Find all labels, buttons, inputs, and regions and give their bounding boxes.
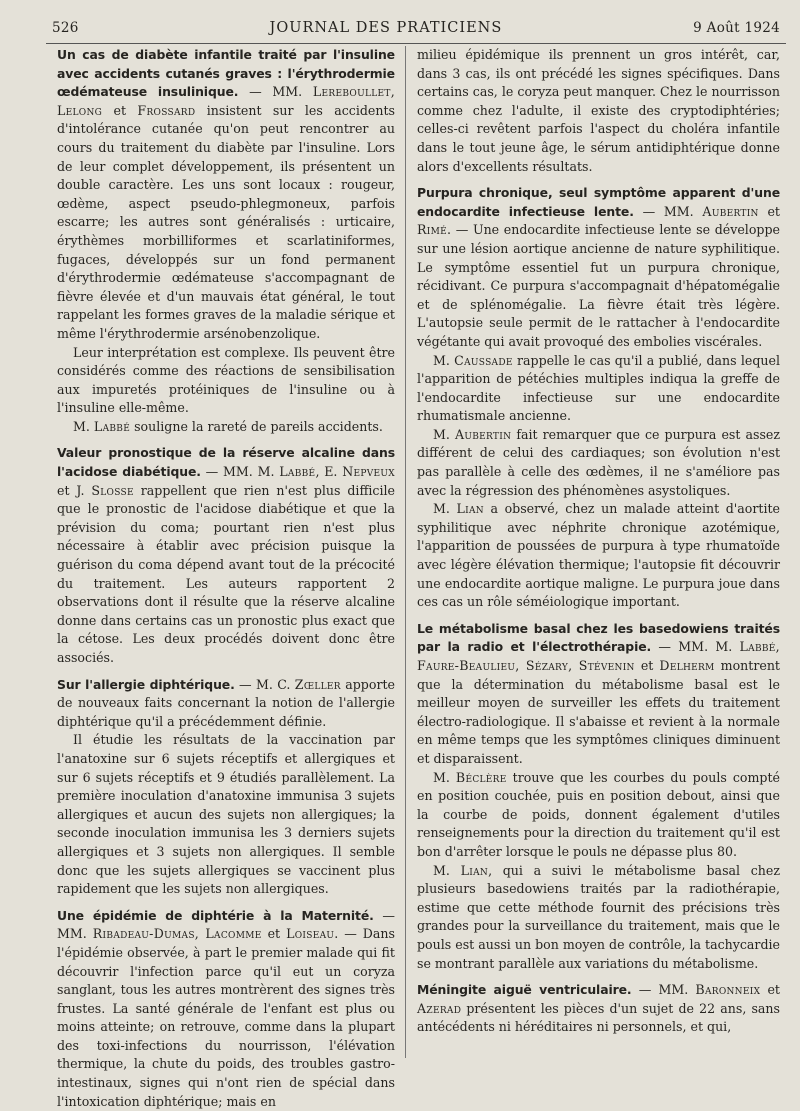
- author-names: Rimé: [417, 222, 448, 238]
- conjunction: et: [634, 658, 660, 673]
- author-names: Béclère: [455, 769, 507, 785]
- article-meningite: [417, 981, 780, 1037]
- paragraph-text: . — Dans l'épidémie observée, à part le premier malade qui fit découvrir l'infection parce qu'il eut un coryza sanglant, tous les autres montrèrent des signes très frustes. La santé générale de l'enfant est plus ou moins atteinte; on retrouve, comme dans la plupart des toxi-infections du nourrisson, l'élévation thermique, la chute du poids, des troubles gastro-intestinaux, signes qui n'ont rien de spécial dans l'intoxication diphtérique; mais en: [57, 926, 395, 1109]
- article-reserve-alcaline: [57, 444, 395, 667]
- author-names: Azerad: [417, 1000, 462, 1016]
- paragraph-text: insistent sur les accidents d'intolérance cutanée qu'on peut rencontrer au cours du traitement du diabète par l'insuline. Lors de leur complet développement, ils présentent un double caractère. Les uns sont locaux : rougeur, œdème, aspect pseudo-phlegmoneux, parfois escarre; les autres sont généralisés : urticaire, érythèmes morbilliformes et scarlatiniformes, fugaces, développés sur un fond permanent d'érythrodermie œdémateuse s'accompagnant de fièvre élevée et d'un mauvais état général, le tout rappelant les formes graves de la maladie sérique et même l'érythrodermie arsénobenzolique.: [57, 102, 395, 341]
- author-names: Zœller: [294, 676, 341, 692]
- title-prefix: M.: [433, 862, 461, 878]
- article-allergie-diphterique: [57, 676, 395, 899]
- title-prefix: M.: [433, 501, 457, 517]
- article-paragraph: [417, 426, 780, 500]
- journal-title: JOURNAL DES PRATICIENS: [269, 20, 503, 36]
- conjunction: et: [261, 926, 287, 942]
- article-title: Le métabolisme basal chez les basedowiens traités par la radio et l'électrothérapie.: [417, 620, 780, 655]
- author-names: Ribadeau-Dumas, Lacomme: [92, 926, 262, 942]
- article-title: Valeur pronostique de la réserve alcaline dans l'acidose diabétique.: [57, 445, 395, 480]
- dash-text: — MM.: [633, 203, 703, 219]
- author-names: Slosse: [91, 482, 134, 498]
- conjunction: et: [760, 982, 780, 998]
- title-prefix: M.: [433, 769, 456, 785]
- dash-text: — MM.: [57, 907, 395, 942]
- dash-text: — MM. M.: [200, 464, 280, 480]
- author-names: Labbé, Faure-Beaulieu, Sézary, Stévenin: [417, 639, 780, 673]
- article-purpura-chronique: [417, 184, 780, 612]
- author-names: Frossard: [137, 102, 196, 118]
- issue-date: 9 Août 1924: [693, 20, 780, 36]
- author-names: Lian: [456, 501, 484, 517]
- conjunction: et: [102, 102, 138, 118]
- header-rule: [46, 43, 786, 44]
- left-column: [57, 46, 395, 1109]
- article-paragraph: [417, 769, 780, 862]
- article-title: Purpura chronique, seul symptôme apparent d'une endocardite infectieuse lente.: [417, 185, 780, 219]
- page-header: [52, 20, 780, 44]
- conjunction: et J.: [57, 482, 92, 498]
- author-names: Aubertin: [454, 426, 512, 442]
- article-paragraph: milieu épidémique ils prennent un gros intérêt, car, dans 3 cas, ils ont précédé les signes spécifiques. Dans certains cas, le coryza peut manquer. Chez le nourrisson comme chez l'adulte, il existe des cryptodiphtéries; celles-ci revêtent parfois l'aspect du choléra infantile dans le tout jeune âge, le sérum antidiphtérique donne alors d'excellents résultats.: [417, 47, 780, 174]
- author-names: Caussade: [454, 352, 513, 368]
- author-names: Lian: [460, 862, 489, 878]
- article-paragraph: [417, 862, 780, 974]
- article-title: Méningite aiguë ventriculaire.: [417, 982, 632, 998]
- page-number: 526: [52, 20, 79, 36]
- paragraph-text: trouve que les courbes du pouls compté en position couchée, puis en position debout, ainsi que la courbe de poids, donnent également d'utiles renseignements pour la direction du traitement qu'il est bon d'arrêter lorsque le pouls ne dépasse plus 80.: [417, 769, 780, 859]
- author-names: Delherm: [659, 658, 715, 673]
- title-prefix: M.: [433, 426, 455, 442]
- article-metabolisme-basal: [417, 620, 780, 973]
- article-title: Un cas de diabète infantile traité par l'insuline avec accidents cutanés graves : l'érythrodermie œdémateuse insulinique.: [57, 47, 395, 100]
- article-epidemie-diphterie: [57, 907, 395, 1111]
- author-names: Aubertin: [702, 203, 759, 219]
- dash-text: — MM. M.: [651, 639, 740, 655]
- article-title: Sur l'allergie diphtérique.: [57, 676, 235, 692]
- paragraph-text: souligne la rareté de pareils accidents.: [130, 418, 383, 434]
- paragraph-text: montrent que la détermination du métabolisme basal est le meilleur moyen de surveiller les effets du traitement électro-radiologique. Il s'abaisse et revient à la normale en même temps que les symptômes cliniques diminuent et disparaissent.: [417, 658, 780, 766]
- paragraph-text: rappellent que rien n'est plus difficile que le pronostic de l'acidose diabétique et que la prévision du coma; pourtant rien n'est plus nécessaire à établir avec précision puisque la guérison du coma dépend avant tout de la précocité du traitement. Les auteurs rapportent 2 observations dont il résulte que la réserve alcaline donne dans certains cas un pronostic plus exact que la cétose. Les deux procédés doivent donc être associés.: [57, 482, 395, 665]
- article-paragraph: [57, 418, 395, 437]
- article-title: Une épidémie de diphtérie à la Maternité.: [57, 907, 374, 923]
- separator: , E.: [315, 464, 343, 480]
- conjunction: et: [758, 203, 780, 219]
- author-names: Baronneix: [695, 982, 761, 998]
- article-paragraph: Leur interprétation est complexe. Ils peuvent être considérés comme des réactions de sensibilisation aux impuretés protéiniques de l'insuline ou à l'insuline elle-même.: [57, 344, 395, 416]
- paragraph-text: a observé, chez un malade atteint d'aortite syphilitique avec néphrite chronique azotémique, l'apparition de poussées de purpura à type rhumatoïde avec légère élévation thermique; l'autopsie fit découvrir une endocardite aortique maligne. Le purpura joue dans ces cas un rôle séméiologique important.: [417, 501, 780, 610]
- dash-text: — MM.: [631, 982, 696, 998]
- article-diabete-insuline: [57, 46, 395, 436]
- dash-text: — M. C.: [234, 676, 295, 692]
- author-names: Nepveux: [342, 464, 395, 480]
- article-paragraph: Il étudie les résultats de la vaccination par l'anatoxine sur 6 sujets réceptifs et allergiques et sur 6 sujets réceptifs et 9 étudiés parallèlement. La première inoculation d'anatoxine immunisa 3 sujets allergiques et aucun des sujets non allergiques; la seconde inoculation immunisa les 3 derniers sujets allergiques et 3 sujets non allergiques. Il semble donc que les sujets allergiques se vaccinent plus rapidement que les sujets non allergiques.: [57, 732, 395, 897]
- column-divider: [405, 46, 406, 1058]
- paragraph-text: apporte de nouveaux faits concernant la notion de l'allergie diphtérique qu'il a précédemment définie.: [57, 676, 395, 729]
- article-paragraph: [417, 500, 780, 612]
- paragraph-text: . — Une endocardite infectieuse lente se développe sur une lésion aortique ancienne de nature syphilitique. Le symptôme essentiel fut un purpura chronique, récidivant. Ce purpura s'accompagnait d'hépatomégalie et de splénomégalie. La fièvre était très légère. L'autopsie seule permit de le rattacher à l'endocardite végétante qui avait provoqué des embolies viscérales.: [417, 222, 780, 349]
- dash-text: — MM.: [238, 84, 313, 100]
- article-paragraph: [417, 352, 780, 426]
- article-continuation: [417, 46, 780, 176]
- title-prefix: M.: [73, 418, 94, 434]
- author-names: Labbé: [93, 418, 131, 434]
- paragraph-text: fait remarquer que ce purpura est assez différent de celui des cardiaques; son évolution n'est pas parallèle à celle des œdèmes, il ne s'améliore pas avec la régression des phénomènes asystoliques.: [417, 426, 780, 498]
- title-prefix: M.: [433, 352, 455, 368]
- author-names: Loiseau: [286, 926, 335, 942]
- paragraph-text: présentent les pièces d'un sujet de 22 ans, sans antécédents ni héréditaires ni personnels, et qui,: [417, 1000, 780, 1035]
- paragraph-text: rappelle le cas qu'il a publié, dans lequel l'apparition de pétéchies multiples indiqua la greffe de l'endocardite infectieuse sur une endocardite rhumatismale ancienne.: [417, 352, 780, 424]
- right-column: [417, 46, 780, 1056]
- author-names: Lereboullet, Lelong: [57, 84, 395, 118]
- author-names: Labbé: [279, 464, 316, 480]
- paragraph-text: , qui a suivi le métabolisme basal chez plusieurs basedowiens traités par la radiothérapie, estime que cette méthode fournit des précisions très grandes pour la surveillance du traitement, mais que le pouls est aussi un bon moyen de contrôle, la tachycardie se montrant parallèle aux variations du métabolisme.: [417, 862, 780, 971]
